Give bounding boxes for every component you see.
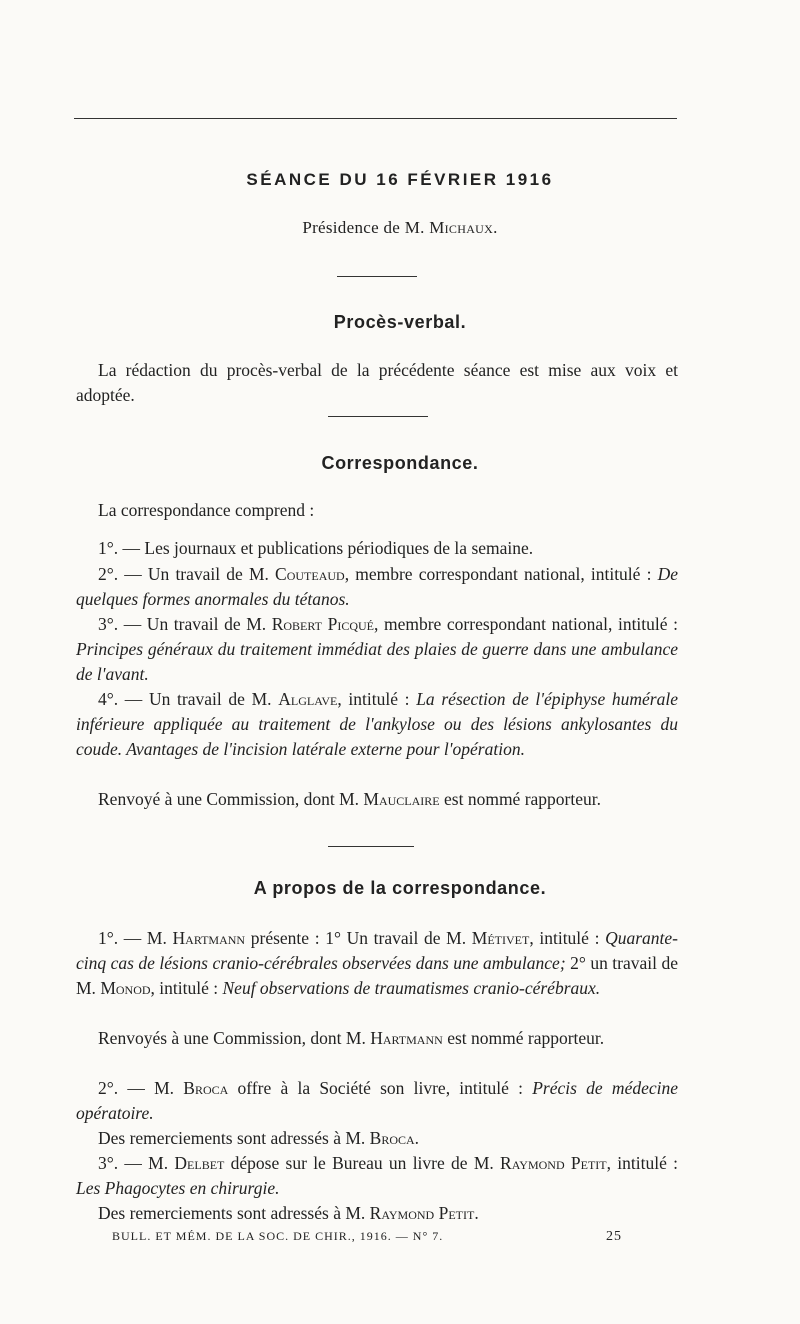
a-propos-item-2: 2°. — M. Broca offre à la Société son livre, intitulé : Précis de médecine opératoire.	[76, 1078, 679, 1123]
a-propos-item-3: 3°. — M. Delbet dépose sur le Bureau un livre de M. Raymond Petit, intitulé : Les Phagocytes en chirurgie.	[76, 1153, 678, 1198]
correspondance-renvoi: Renvoyé à une Commission, dont M. Mauclaire est nommé rapporteur.	[98, 789, 601, 809]
section-title-correspondance: Correspondance.	[321, 453, 479, 473]
correspondance-item-4: 4°. — Un travail de M. Alglave, intitulé : La résection de l'épiphyse humérale inférieure appliquée au traitement de l'ankylose ou des lésions ankylosantes du coude. Avantages de l'incision latérale externe pour l'opération.	[76, 689, 678, 759]
top-rule	[74, 118, 677, 119]
a-propos-item-1: 1°. — M. Hartmann présente : 1° Un travail de M. Métivet, intitulé : Quarante-cinq cas de lésions cranio-cérébrales observées dans une ambulance; 2° un travail de M. Monod, intitulé : Neuf observations de traumatismes cranio-cérébraux.	[76, 928, 679, 998]
page-title: SÉANCE DU 16 FÉVRIER 1916	[246, 170, 554, 189]
correspondance-item-1: 1°. — Les journaux et publications périodiques de la semaine.	[98, 538, 534, 558]
correspondance-item-3: 3°. — Un travail de M. Robert Picqué, membre correspondant national, intitulé : Principes généraux du traitement immédiat des plaies de guerre dans une ambulance de l'avant.	[76, 614, 678, 684]
correspondance-intro: La correspondance comprend :	[98, 500, 315, 520]
page-footer	[112, 1229, 622, 1245]
page-number: 25	[606, 1229, 622, 1244]
presidence-line: Présidence de M. Michaux.	[302, 218, 498, 237]
section-divider	[328, 846, 414, 847]
a-propos-item-3-thanks: Des remerciements sont adressés à M. Raymond Petit.	[98, 1203, 479, 1223]
a-propos-renvoi: Renvoyés à une Commission, dont M. Hartmann est nommé rapporteur.	[98, 1028, 605, 1048]
footer-citation: BULL. ET MÉM. DE LA SOC. DE CHIR., 1916. — N° 7.	[112, 1229, 444, 1243]
a-propos-item-2-thanks: Des remerciements sont adressés à M. Broca.	[98, 1128, 420, 1148]
proces-verbal-text: La rédaction du procès-verbal de la précédente séance est mise aux voix et adoptée.	[76, 360, 678, 405]
section-divider	[337, 276, 417, 277]
section-title-a-propos: A propos de la correspondance.	[253, 878, 547, 898]
correspondance-item-2: 2°. — Un travail de M. Couteaud, membre correspondant national, intitulé : De quelques formes anormales du tétanos.	[76, 564, 678, 609]
section-title-proces-verbal: Procès-verbal.	[333, 312, 467, 332]
section-divider	[328, 416, 428, 417]
president-name: Michaux	[429, 218, 494, 237]
